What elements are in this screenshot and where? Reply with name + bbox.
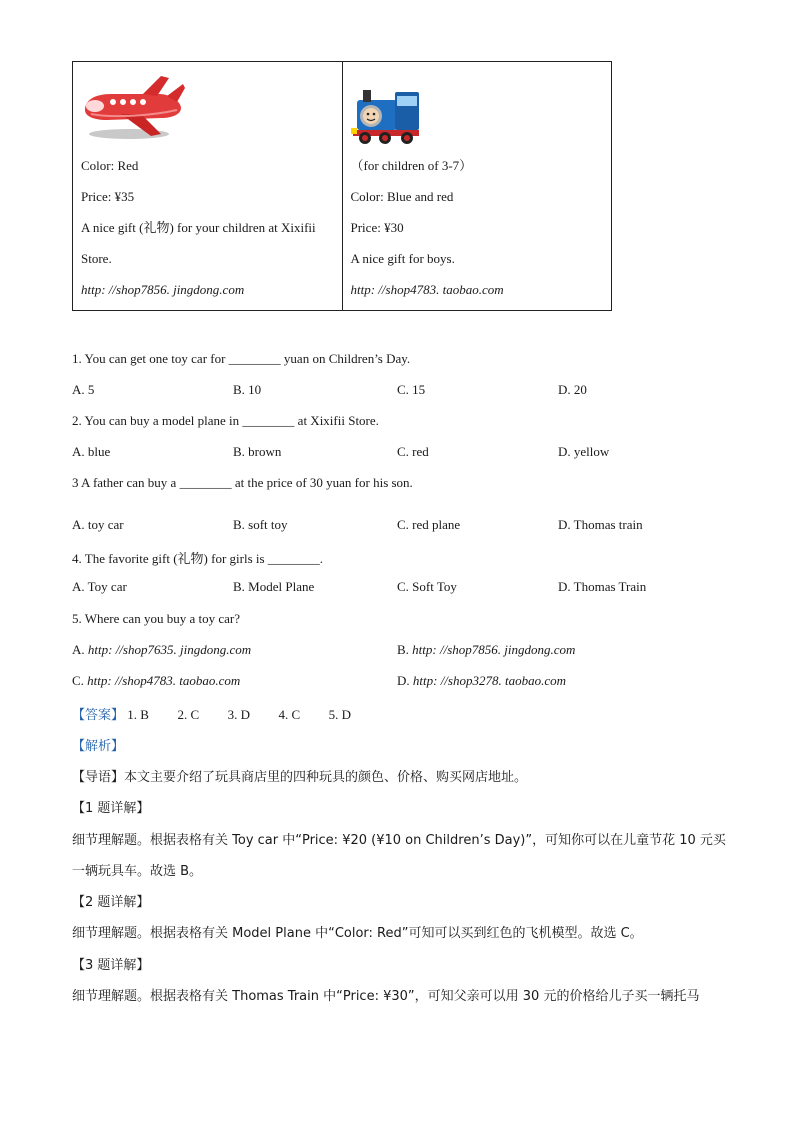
question-5-option-a <box>72 642 251 658</box>
q3-detail-title: 【3 题详解】 <box>72 958 150 973</box>
question-1-stem: 1. You can get one toy car for ________ yuan on Children’s Day. <box>72 351 411 366</box>
q3-detail-line-1: 细节理解题。根据表格有关 Thomas Train 中“Price: ¥30”，可知父亲可以用 30 元的价格给儿子买一辆托马 <box>72 989 700 1004</box>
option-letter: C. <box>72 673 84 688</box>
answer-5: 5. D <box>328 707 352 722</box>
question-3-option-a: A. toy car <box>72 517 124 532</box>
question-1-option-c: C. 15 <box>397 382 426 397</box>
plane-description: A nice gift (礼物) for your children at Xixifii <box>81 220 316 235</box>
answer-2: 2. C <box>177 707 200 722</box>
plane-image-area <box>81 72 334 150</box>
question-2-stem: 2. You can buy a model plane in ________ at Xixifii Store. <box>72 413 379 428</box>
question-1-option-b: B. 10 <box>233 382 262 397</box>
q1-detail-line-1: 细节理解题。根据表格有关 Toy car 中“Price: ¥20 (¥10 on Children’s Day)”，可知你可以在儿童节花 10 元买 <box>72 833 726 848</box>
red-plane-icon <box>81 74 185 144</box>
option-letter: B. <box>397 642 409 657</box>
question-1-option-d: D. 20 <box>558 382 587 397</box>
train-color: Color: Blue and red <box>350 189 454 204</box>
question-2-option-c: C. red <box>397 444 429 459</box>
plane-shop-url: http: //shop7856. jingdong.com <box>81 282 245 297</box>
question-4-option-c: C. Soft Toy <box>397 579 457 594</box>
question-4-option-a: A. Toy car <box>72 579 127 594</box>
question-1-option-a: A. 5 <box>72 382 95 397</box>
analysis-label: 【解析】 <box>72 739 125 754</box>
train-image-area <box>351 72 604 150</box>
model-plane-cell <box>73 62 343 311</box>
train-price: Price: ¥30 <box>350 220 404 235</box>
answer-label: 【答案】 <box>72 708 125 723</box>
answer-line <box>72 704 351 723</box>
option-url: http: //shop3278. taobao.com <box>412 673 566 688</box>
train-shop-url: http: //shop4783. taobao.com <box>350 282 504 297</box>
q1-detail-line-2: 一辆玩具车。故选 B。 <box>72 864 203 879</box>
option-url: http: //shop7635. jingdong.com <box>87 642 252 657</box>
plane-price: Price: ¥35 <box>81 189 135 204</box>
q2-detail-line-1: 细节理解题。根据表格有关 Model Plane 中“Color: Red”可知可以买到红色的飞机模型。故选 C。 <box>72 926 643 941</box>
option-letter: D. <box>397 673 410 688</box>
question-5-option-b <box>397 642 575 658</box>
q1-detail-title: 【1 题详解】 <box>72 801 150 816</box>
plane-description-cont: Store. <box>81 251 112 266</box>
question-4-option-b: B. Model Plane <box>233 579 315 594</box>
question-3-stem: 3 A father can buy a ________ at the price of 30 yuan for his son. <box>72 475 413 490</box>
question-2-option-b: B. brown <box>233 444 282 459</box>
option-url: http: //shop7856. jingdong.com <box>412 642 576 657</box>
analysis-guide: 【导语】本文主要介绍了玩具商店里的四种玩具的颜色、价格、购买网店地址。 <box>72 770 528 785</box>
question-5-option-d <box>397 673 566 689</box>
thomas-train-cell <box>342 62 612 311</box>
thomas-train-icon <box>351 86 423 146</box>
question-2-option-a: A. blue <box>72 444 111 459</box>
product-table <box>72 61 612 311</box>
question-4-stem: 4. The favorite gift (礼物) for girls is ________. <box>72 551 324 566</box>
train-description: A nice gift for boys. <box>350 251 455 266</box>
question-3-option-b: B. soft toy <box>233 517 288 532</box>
answer-3: 3. D <box>227 707 250 722</box>
option-url: http: //shop4783. taobao.com <box>87 673 241 688</box>
option-letter: A. <box>72 642 85 657</box>
question-5-stem: 5. Where can you buy a toy car? <box>72 611 240 626</box>
question-4-option-d: D. Thomas Train <box>558 579 647 594</box>
plane-color: Color: Red <box>81 158 139 173</box>
question-5-option-c <box>72 673 240 689</box>
answer-4: 4. C <box>278 707 301 722</box>
question-3-option-d: D. Thomas train <box>558 517 643 532</box>
q2-detail-title: 【2 题详解】 <box>72 895 150 910</box>
question-3-option-c: C. red plane <box>397 517 461 532</box>
question-2-option-d: D. yellow <box>558 444 610 459</box>
train-age-range: （for children of 3-7） <box>350 158 473 173</box>
answer-1: 1. B <box>127 707 149 722</box>
